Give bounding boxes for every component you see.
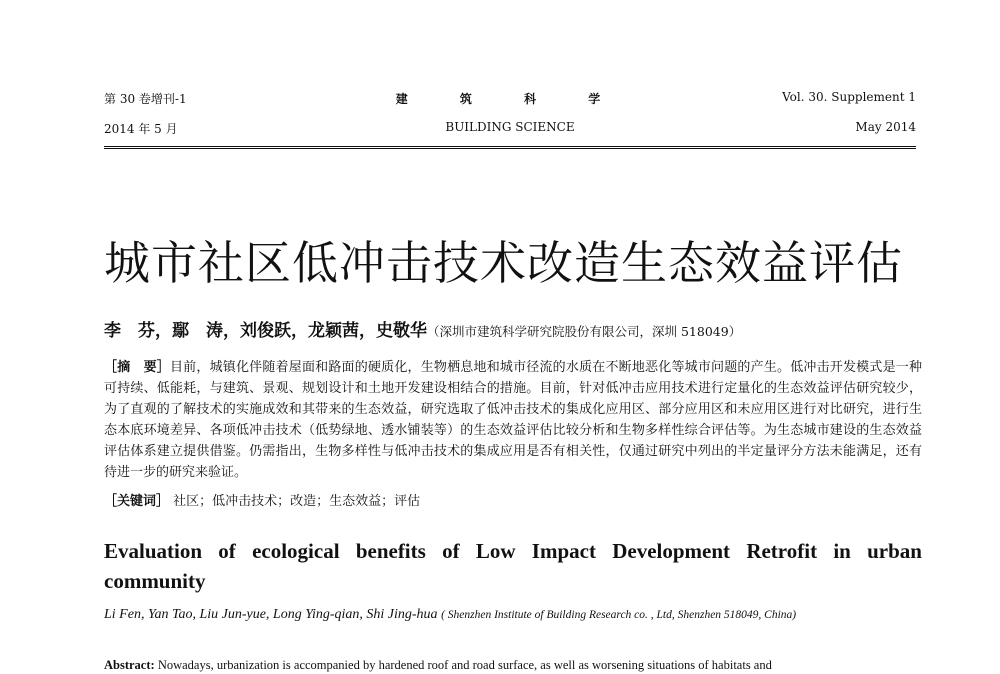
volume-cn: 第 30 卷增刊-1: [104, 92, 187, 106]
authors-en: [104, 604, 922, 626]
journal-name-en: BUILDING SCIENCE: [445, 120, 575, 134]
date-en: May 2014: [855, 120, 916, 134]
abstract-en: [104, 656, 922, 674]
page-title-cn: 城市社区低冲击技术改造生态效益评估: [104, 236, 903, 290]
date-cn: 2014 年 5 月: [104, 122, 178, 136]
keywords-cn: [104, 491, 922, 512]
journal-name-cn: 建 筑 科 学: [395, 92, 625, 106]
abstract-text-en: Nowadays, urbanization is accompanied by hardened roof and road surface, as well as worsening situations of habitats and: [157, 658, 772, 672]
authors-cn: [104, 316, 741, 341]
title-en: Evaluation of ecological benefits of Low Impact Development Retrofit in urban community: [104, 539, 922, 593]
volume-en: Vol. 30. Supplement 1: [782, 90, 916, 104]
abstract-label-cn: ［摘 要］: [104, 360, 170, 375]
keywords-text-cn: 社区；低冲击技术；改造；生态效益；评估: [173, 494, 421, 509]
header-divider: [104, 146, 916, 149]
abstract-text-cn: 目前，城镇化伴随着屋面和路面的硬质化，生物栖息地和城市径流的水质在不断地恶化等城市问题的产生。低冲击开发模式是一种可持续、低能耗，与建筑、景观、规划设计和土地开发建设相结合的措施。目前，针对低冲击应用技术进行定量化的生态效益评估研究较少，为了直观的了解技术的实施成效和其带来的生态效益，研究选取了低冲击技术的集成化应用区、部分应用区和未应用区进行对比研究，进行生态本底环境差异、各项低冲击技术（低势绿地、透水铺装等）的生态效益评估比较分析和生物多样性综合评估等。为生态城市建设的生态效益评估体系建立提供借鉴。仍需指出，生物多样性与低冲击技术的集成应用是否有相关性，仅通过研究中列出的半定量评分方法未能满足，还有待进一步的研究来验证。: [104, 360, 922, 480]
affiliation-en: ( Shenzhen Institute of Building Research co. , Ltd, Shenzhen 518049, China): [441, 609, 797, 621]
affiliation-cn: （深圳市建筑科学研究院股份有限公司，深圳 518049）: [427, 324, 742, 339]
abstract-cn: [104, 357, 922, 483]
abstract-label-en: Abstract:: [104, 658, 155, 672]
author-names-cn: 李 芬，鄢 涛，刘俊跃，龙颖茜，史敬华: [104, 321, 427, 341]
keywords-label-cn: ［关键词］: [104, 494, 170, 509]
author-names-en: Li Fen, Yan Tao, Liu Jun-yue, Long Ying-qian, Shi Jing-hua: [104, 607, 438, 622]
